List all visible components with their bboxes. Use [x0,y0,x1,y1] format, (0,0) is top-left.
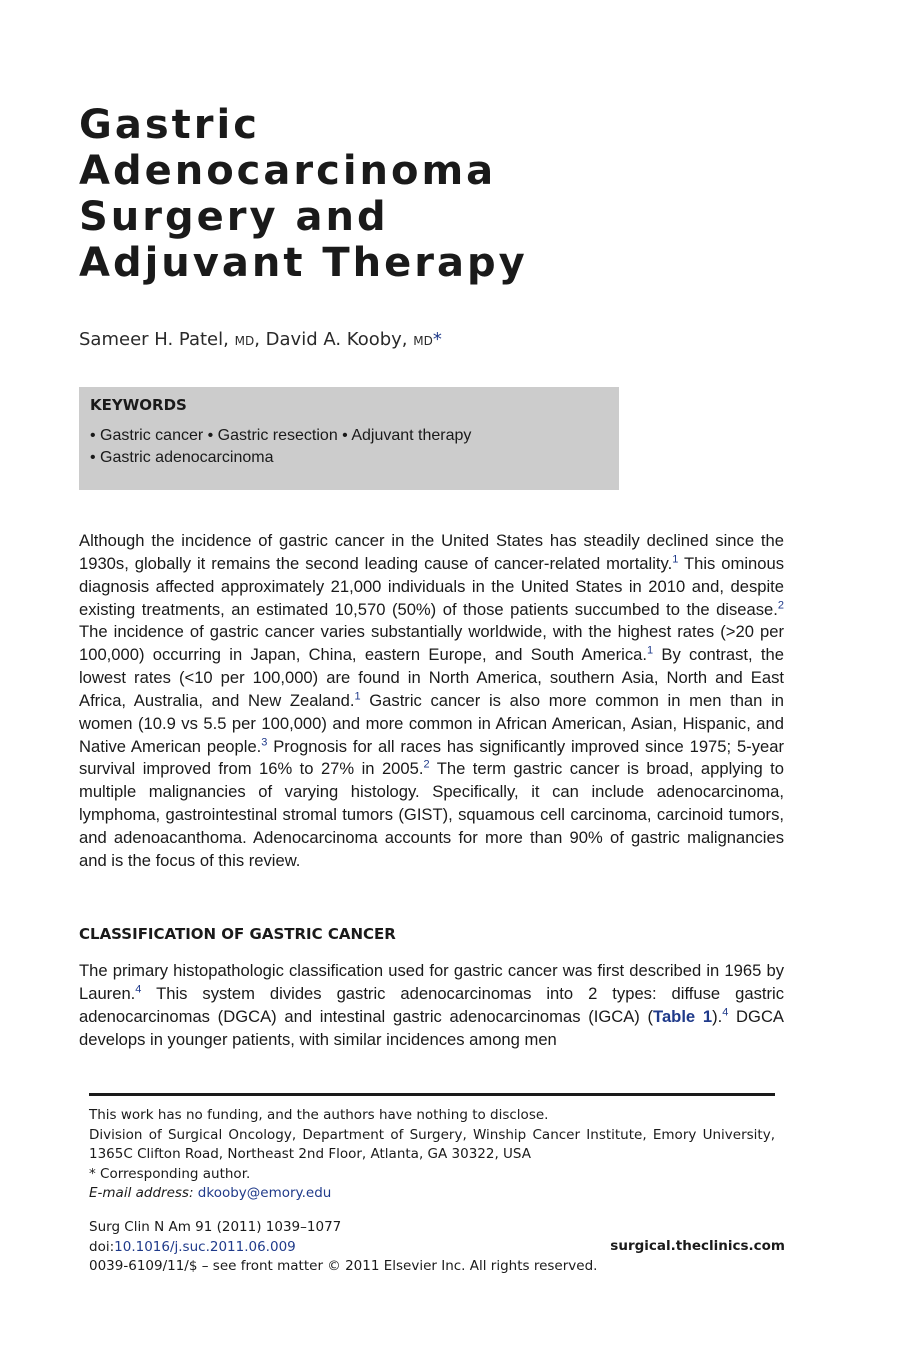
table-link[interactable]: Table 1 [653,1006,713,1026]
footnote-divider [89,1093,775,1096]
text-run: This ominous diagnosis affected approximately 21,000 individuals in the United States in 2010 and, despite existing treatments, an estimated 10,570 (50%) of those patients succumbed to the disease. [79,553,784,619]
title-line: Adjuvant Therapy [79,240,528,286]
title-line: Gastric [79,102,260,148]
author-name: Sameer H. Patel, [79,329,229,350]
corresponding-author-marker[interactable]: * [432,329,442,350]
section-heading: CLASSIFICATION OF GASTRIC CANCER [79,925,396,943]
journal-citation: Surg Clin N Am 91 (2011) 1039–1077 [89,1219,342,1235]
classification-paragraph [79,960,784,1051]
text-run: Although the incidence of gastric cancer in the United States has steadily declined since the 1930s, globally it remains the second leading cause of cancer-related mortality. [79,531,784,573]
text-run: This system divides gastric adenocarcinomas into 2 types: diffuse gastric adenocarcinomas (DGCA) and intestinal gastric adenocarcinomas (IGCA) ( [79,983,784,1026]
text-run: Gastric cancer is also more common in men than in women (10.9 vs 5.5 per 100,000) and more common in African American, Asian, Hispanic, and Native American people. [79,690,784,756]
corresponding-note: * Corresponding author. [89,1165,251,1182]
email-line [89,1184,775,1204]
copyright-line: 0039-6109/11/$ – see front matter © 2011 Elsevier Inc. All rights reserved. [89,1258,598,1274]
author-name: David A. Kooby, [265,329,408,350]
text-run: By contrast, the lowest rates (<10 per 100,000) are found in North America, southern Asia, North and East Africa, Australia, and New Zealand. [79,645,784,710]
reference-link[interactable]: 4 [135,983,142,996]
author-degree: MD [413,334,433,348]
affiliation-note: Division of Surgical Oncology, Department of Surgery, Winship Cancer Institute, Emory University, 1365C Clifton Road, Northeast 2nd Floor, Atlanta, GA 30322, USA [89,1126,775,1162]
email-link[interactable]: dkooby@emory.edu [197,1185,332,1201]
reference-link[interactable]: 2 [423,758,430,771]
text-run: DGCA develops in younger patients, with similar incidences among men [79,1006,784,1049]
text-run: ). [712,1006,723,1026]
reference-link[interactable]: 1 [672,553,679,566]
title-line: Surgery and [79,194,389,240]
funding-note: This work has no funding, and the authors have nothing to disclose. [89,1107,549,1123]
author-separator: , [254,329,260,350]
reference-link[interactable]: 4 [722,1006,729,1019]
keywords-box [79,387,619,490]
doi-label: doi: [89,1238,115,1255]
email-label: E-mail address: [89,1185,194,1201]
reference-link[interactable]: 1 [646,644,654,657]
keywords-line: • Gastric cancer • Gastric resection • Adjuvant therapy [90,427,472,444]
keywords-line: • Gastric adenocarcinoma [90,449,274,466]
title-line: Adenocarcinoma [79,148,497,194]
doi-link[interactable]: 10.1016/j.suc.2011.06.009 [114,1238,296,1255]
keywords-heading: KEYWORDS [90,396,187,414]
author-list [79,329,442,350]
text-run: Prognosis for all races has significantly improved since 1975; 5-year survival improved from 16% to 27% in 2005. [79,736,784,779]
text-run: The primary histopathologic classification used for gastric cancer was first described in 1965 by Lauren. [79,961,784,1003]
author-degree: MD [234,334,255,348]
article-title [79,102,639,286]
reference-link[interactable]: 3 [261,736,268,749]
text-run: The term gastric cancer is broad, applying to multiple malignancies of varying histology. Specifically, it can include adenocarcinoma, lymphoma, gastrointestinal stromal tumors (GIST), squamous cell carcinoma, carcinoid tumors, and adenoacanthoma. Adenocarcinoma accounts for more than 90% of gastric malignancies and is the focus of this review. [79,759,784,870]
text-run: The incidence of gastric cancer varies substantially worldwide, with the highest rates (>20 per 100,000) occurring in Japan, China, eastern Europe, and South America. [79,622,784,665]
reference-link[interactable]: 2 [777,599,784,611]
reference-link[interactable]: 1 [354,690,361,703]
intro-paragraph [79,530,784,873]
journal-site-link[interactable]: surgical.theclinics.com [610,1238,785,1254]
footnotes [89,1106,775,1204]
